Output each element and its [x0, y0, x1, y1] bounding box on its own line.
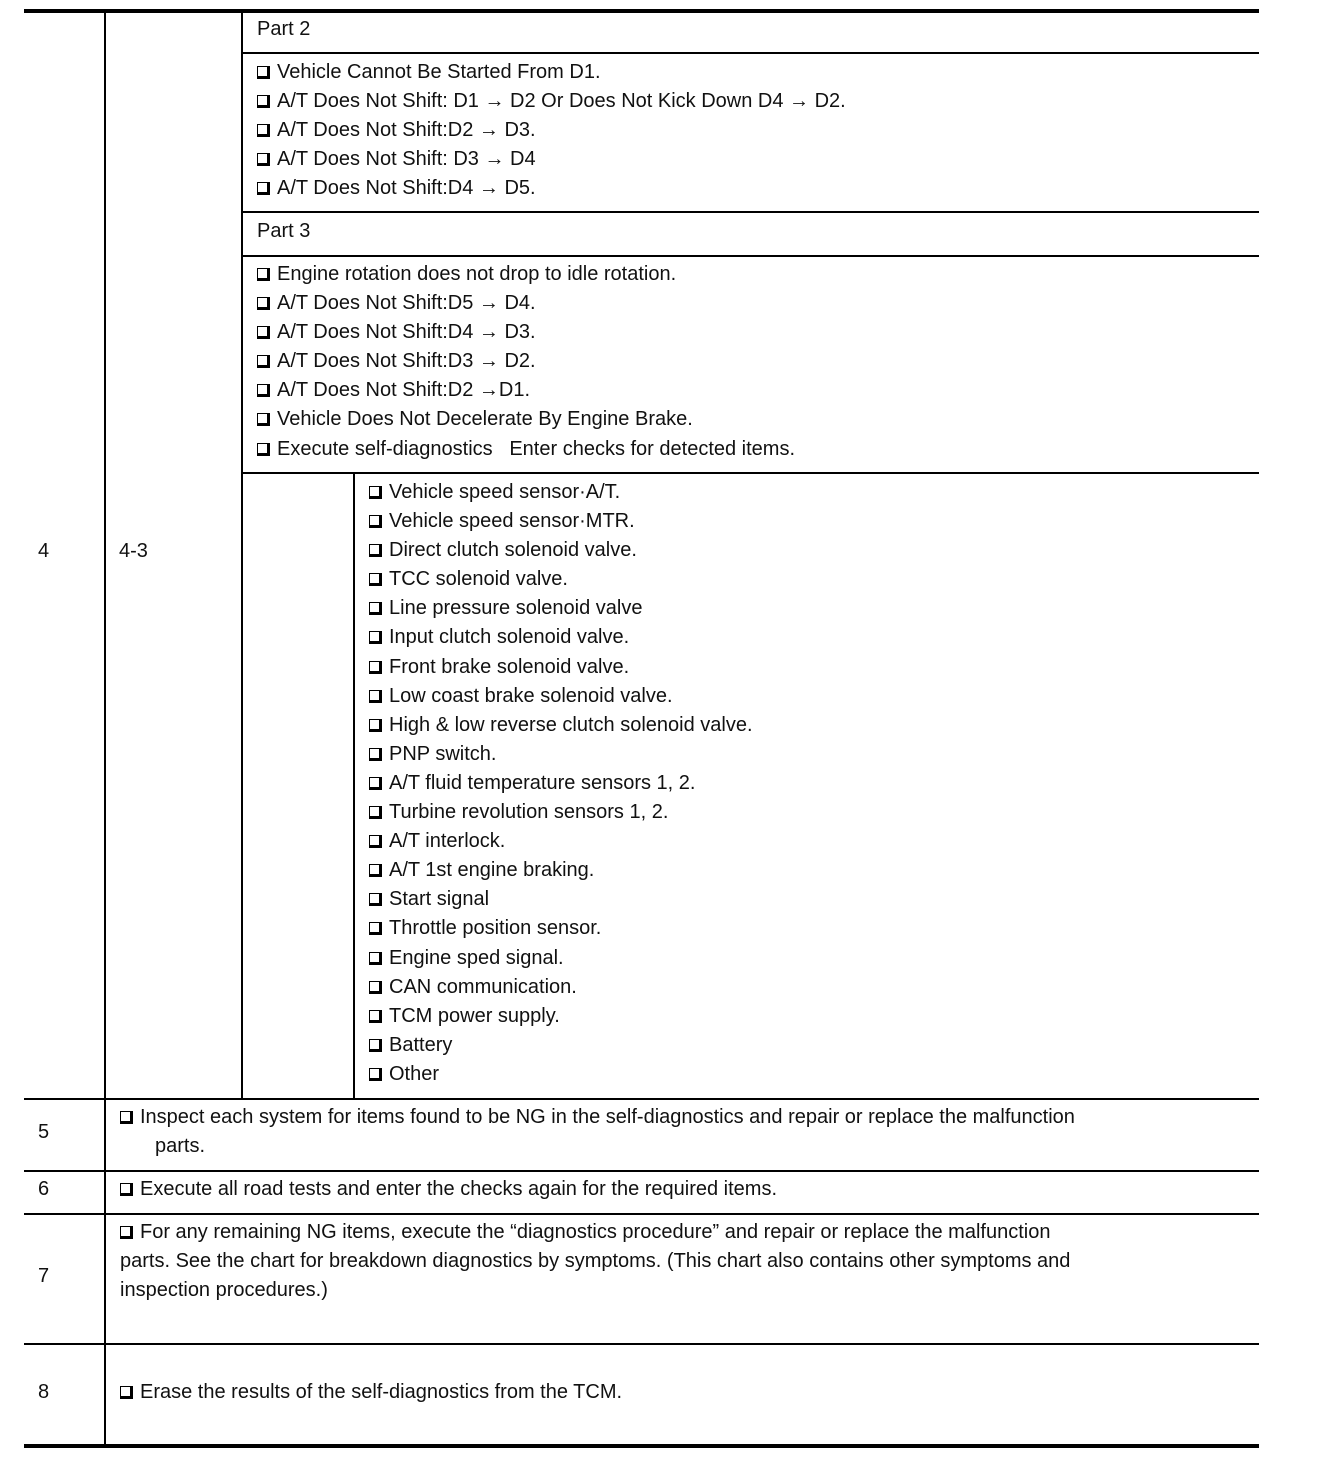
list-item[interactable]: Execute self-diagnostics Enter checks for detected items.: [257, 435, 795, 464]
checkbox-icon[interactable]: [257, 355, 270, 368]
list-item[interactable]: A/T Does Not Shift: D1 → D2 Or Does Not Kick Down D4 → D2.: [257, 87, 846, 116]
checkbox-icon[interactable]: [369, 486, 382, 499]
checkbox-icon[interactable]: [369, 631, 382, 644]
list-item[interactable]: A/T interlock.: [369, 827, 753, 856]
list-item[interactable]: Throttle position sensor.: [369, 914, 753, 943]
rule-row5-top: [24, 1098, 1259, 1100]
part2-heading: Part 2: [257, 18, 311, 40]
rule-part3-top: [242, 211, 1259, 213]
checkbox-icon[interactable]: [369, 806, 382, 819]
checkbox-icon[interactable]: [257, 384, 270, 397]
list-item[interactable]: Vehicle speed sensor·A/T.: [369, 478, 753, 507]
checkbox-icon[interactable]: [369, 602, 382, 615]
checkbox-icon[interactable]: [369, 922, 382, 935]
step-7-instruction-cont: parts. See the chart for breakdown diagnostics by symptoms. (This chart also contains other symptoms and: [120, 1250, 1071, 1272]
checkbox-icon[interactable]: [120, 1111, 133, 1124]
checkbox-icon[interactable]: [120, 1386, 133, 1399]
procedure-table: [24, 9, 1259, 1449]
checkbox-icon[interactable]: [257, 268, 270, 281]
checkbox-icon[interactable]: [257, 297, 270, 310]
checkbox-icon[interactable]: [369, 719, 382, 732]
list-item[interactable]: A/T Does Not Shift:D4 → D5.: [257, 174, 846, 203]
checkbox-icon[interactable]: [257, 413, 270, 426]
col-divider-diag: [353, 473, 355, 1100]
rule-row6-top: [24, 1170, 1259, 1172]
step-number: 5: [38, 1121, 50, 1143]
rule-row7-top: [24, 1213, 1259, 1215]
list-item[interactable]: Vehicle Does Not Decelerate By Engine Brake.: [257, 405, 795, 434]
step-8-instruction[interactable]: Erase the results of the self-diagnostics from the TCM.: [120, 1378, 622, 1407]
checkbox-icon[interactable]: [369, 1068, 382, 1081]
list-item[interactable]: Direct clutch solenoid valve.: [369, 536, 753, 565]
list-item[interactable]: Other: [369, 1060, 753, 1089]
list-item[interactable]: Battery: [369, 1031, 753, 1060]
checkbox-icon[interactable]: [369, 515, 382, 528]
rule-diag-top: [242, 472, 1259, 474]
step-6-instruction[interactable]: Execute all road tests and enter the checks again for the required items.: [120, 1175, 777, 1204]
rule-part2-heading: [242, 52, 1259, 54]
table-bottom-rule: [24, 1444, 1259, 1448]
checkbox-icon[interactable]: [369, 952, 382, 965]
checkbox-icon[interactable]: [257, 443, 270, 456]
list-item[interactable]: A/T Does Not Shift:D2 → D3.: [257, 116, 846, 145]
rule-part3-heading: [242, 255, 1259, 257]
checkbox-icon[interactable]: [369, 981, 382, 994]
list-item[interactable]: Line pressure solenoid valve: [369, 594, 753, 623]
diagnostic-items-checklist: [369, 478, 753, 1089]
step-number: 7: [38, 1265, 50, 1287]
table-top-rule: [24, 9, 1259, 13]
list-item[interactable]: Turbine revolution sensors 1, 2.: [369, 798, 753, 827]
checkbox-icon[interactable]: [369, 1010, 382, 1023]
checkbox-icon[interactable]: [257, 124, 270, 137]
checkbox-icon[interactable]: [257, 182, 270, 195]
list-item[interactable]: TCM power supply.: [369, 1002, 753, 1031]
step-number: 4: [38, 540, 50, 562]
checkbox-icon[interactable]: [120, 1226, 133, 1239]
col-divider-sub: [241, 9, 243, 1100]
checkbox-icon[interactable]: [369, 573, 382, 586]
list-item[interactable]: Vehicle Cannot Be Started From D1.: [257, 58, 846, 87]
step-7-instruction[interactable]: For any remaining NG items, execute the “diagnostics procedure” and repair or replace the malfunction: [120, 1218, 1050, 1247]
list-item[interactable]: High & low reverse clutch solenoid valve.: [369, 711, 753, 740]
list-item[interactable]: CAN communication.: [369, 973, 753, 1002]
list-item[interactable]: A/T Does Not Shift:D4 → D3.: [257, 318, 795, 347]
list-item[interactable]: A/T Does Not Shift: D3 → D4: [257, 145, 846, 174]
step-number: 6: [38, 1178, 50, 1200]
part3-heading: Part 3: [257, 220, 311, 242]
list-item[interactable]: Engine sped signal.: [369, 944, 753, 973]
list-item[interactable]: A/T Does Not Shift:D3 → D2.: [257, 347, 795, 376]
step-number: 8: [38, 1381, 50, 1403]
list-item[interactable]: Start signal: [369, 885, 753, 914]
checkbox-icon[interactable]: [257, 66, 270, 79]
list-item[interactable]: Input clutch solenoid valve.: [369, 623, 753, 652]
rule-row8-top: [24, 1343, 1259, 1345]
checkbox-icon[interactable]: [257, 153, 270, 166]
checkbox-icon[interactable]: [257, 326, 270, 339]
list-item[interactable]: TCC solenoid valve.: [369, 565, 753, 594]
list-item[interactable]: PNP switch.: [369, 740, 753, 769]
part2-checklist: [257, 58, 846, 203]
list-item[interactable]: Engine rotation does not drop to idle rotation.: [257, 260, 795, 289]
checkbox-icon[interactable]: [369, 690, 382, 703]
checkbox-icon[interactable]: [369, 864, 382, 877]
list-item[interactable]: Vehicle speed sensor·MTR.: [369, 507, 753, 536]
list-item[interactable]: Low coast brake solenoid valve.: [369, 682, 753, 711]
checkbox-icon[interactable]: [369, 777, 382, 790]
step-5-instruction-cont: parts.: [155, 1135, 206, 1157]
list-item[interactable]: A/T Does Not Shift:D5 → D4.: [257, 289, 795, 318]
list-item[interactable]: Front brake solenoid valve.: [369, 653, 753, 682]
sub-step-number: 4-3: [119, 540, 148, 562]
list-item[interactable]: A/T 1st engine braking.: [369, 856, 753, 885]
step-7-instruction-cont: inspection procedures.): [120, 1279, 328, 1301]
checkbox-icon[interactable]: [369, 661, 382, 674]
checkbox-icon[interactable]: [369, 748, 382, 761]
part3-checklist: [257, 260, 795, 464]
checkbox-icon[interactable]: [369, 1039, 382, 1052]
list-item[interactable]: A/T fluid temperature sensors 1, 2.: [369, 769, 753, 798]
checkbox-icon[interactable]: [369, 544, 382, 557]
checkbox-icon[interactable]: [257, 95, 270, 108]
checkbox-icon[interactable]: [120, 1183, 133, 1196]
checkbox-icon[interactable]: [369, 893, 382, 906]
list-item[interactable]: A/T Does Not Shift:D2 →D1.: [257, 376, 795, 405]
col-divider-step: [104, 9, 106, 1448]
checkbox-icon[interactable]: [369, 835, 382, 848]
step-5-instruction[interactable]: Inspect each system for items found to be NG in the self-diagnostics and repair or replace the malfunction: [120, 1103, 1075, 1132]
